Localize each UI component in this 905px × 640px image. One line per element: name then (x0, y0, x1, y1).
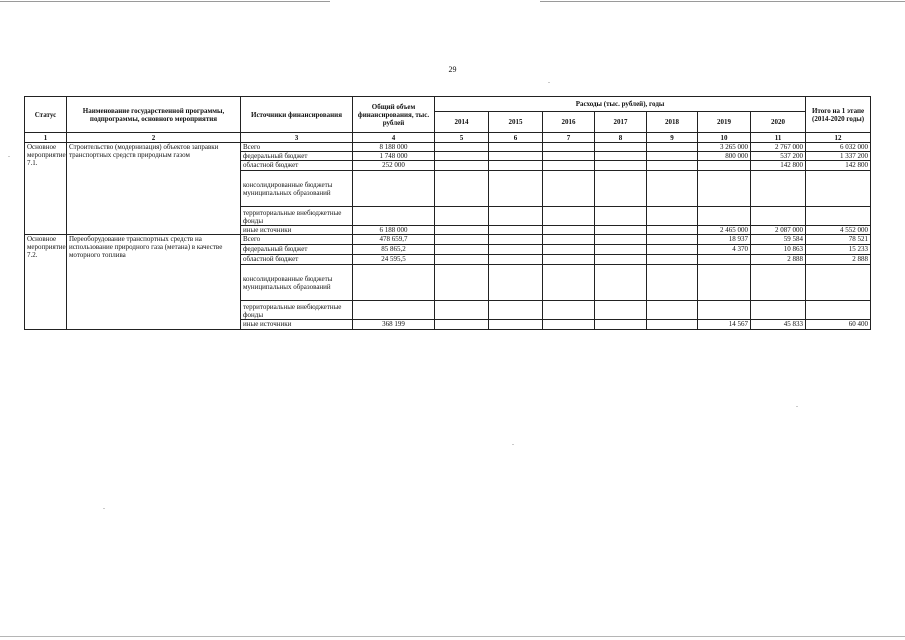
header-year: 2014 (435, 112, 489, 133)
year-cell (647, 245, 698, 255)
year-cell (543, 235, 595, 245)
stage-total-cell: 1 337 200 (806, 152, 871, 161)
year-cell (543, 143, 595, 152)
year-cell (595, 143, 647, 152)
stage-total-cell: 15 233 (806, 245, 871, 255)
header-row (25, 97, 871, 112)
year-cell (751, 301, 806, 320)
column-number: 3 (241, 133, 353, 143)
year-cell (595, 245, 647, 255)
year-cell (489, 161, 543, 171)
year-cell: 18 937 (698, 235, 751, 245)
year-cell: 142 800 (751, 161, 806, 171)
stage-total-cell: 4 552 000 (806, 226, 871, 235)
year-cell (543, 255, 595, 265)
column-number: 1 (25, 133, 67, 143)
year-cell (435, 235, 489, 245)
year-cell (698, 171, 751, 207)
year-cell (489, 245, 543, 255)
total-cell (353, 301, 435, 320)
scan-edge-top-right (540, 1, 905, 2)
scan-speck: . (8, 150, 10, 159)
year-cell (489, 207, 543, 226)
source-cell: территориальные внебюджетные фонды (241, 301, 353, 320)
scan-speck: . (548, 76, 550, 85)
table-row (25, 235, 871, 245)
column-numbers-row (25, 133, 871, 143)
total-cell: 1 748 000 (353, 152, 435, 161)
year-cell (489, 235, 543, 245)
column-number: 9 (647, 133, 698, 143)
year-cell (543, 320, 595, 330)
year-cell (435, 207, 489, 226)
column-number: 4 (353, 133, 435, 143)
header-name: Наименование государственной программы, подпрограммы, основного мероприятия (67, 97, 241, 133)
header-sources: Источники финансирования (241, 97, 353, 133)
header-expenses-group: Расходы (тыс. рублей), годы (435, 97, 806, 112)
scan-speck: . (512, 438, 514, 447)
stage-total-cell (806, 301, 871, 320)
page-number: 29 (448, 65, 457, 74)
source-cell: областной бюджет (241, 255, 353, 265)
year-cell (647, 171, 698, 207)
year-cell (435, 143, 489, 152)
year-cell (435, 226, 489, 235)
group-status: Основное мероприятие 7.2. (25, 235, 67, 330)
group-name: Переоборудование транспортных средств на использование природного газа (метана) в качестве моторного топлива (67, 235, 241, 330)
year-cell (698, 207, 751, 226)
year-cell: 14 567 (698, 320, 751, 330)
year-cell (543, 301, 595, 320)
year-cell (489, 171, 543, 207)
total-cell: 478 659,7 (353, 235, 435, 245)
year-cell (595, 152, 647, 161)
year-cell (543, 171, 595, 207)
year-cell (489, 226, 543, 235)
column-number: 6 (489, 133, 543, 143)
header-total-volume: Общий объем финансирования, тыс. рублей (353, 97, 435, 133)
header-stage-total: Итого на 1 этапе (2014-2020 годы) (806, 97, 871, 133)
source-cell: федеральный бюджет (241, 152, 353, 161)
year-cell (543, 207, 595, 226)
header-status: Статус (25, 97, 67, 133)
header-year: 2018 (647, 112, 698, 133)
column-number: 10 (698, 133, 751, 143)
stage-total-cell (806, 171, 871, 207)
year-cell: 10 863 (751, 245, 806, 255)
year-cell: 800 000 (698, 152, 751, 161)
year-cell (489, 152, 543, 161)
year-cell (543, 245, 595, 255)
financing-table (24, 96, 871, 330)
year-cell (595, 320, 647, 330)
year-cell: 4 370 (698, 245, 751, 255)
year-cell (647, 235, 698, 245)
year-cell (595, 171, 647, 207)
scan-speck: . (103, 502, 105, 511)
year-cell: 2 465 000 (698, 226, 751, 235)
header-year: 2020 (751, 112, 806, 133)
total-cell (353, 171, 435, 207)
year-cell (435, 161, 489, 171)
source-cell: территориальные внебюджетные фонды (241, 207, 353, 226)
column-number: 7 (543, 133, 595, 143)
year-cell (595, 265, 647, 301)
year-cell (595, 226, 647, 235)
year-cell (751, 207, 806, 226)
total-cell: 368 199 (353, 320, 435, 330)
year-cell (435, 152, 489, 161)
year-cell (543, 265, 595, 301)
year-cell (698, 161, 751, 171)
year-cell (489, 255, 543, 265)
column-number: 5 (435, 133, 489, 143)
year-cell (489, 301, 543, 320)
year-cell (543, 152, 595, 161)
year-cell: 2 888 (751, 255, 806, 265)
year-cell (698, 301, 751, 320)
source-cell: иные источники (241, 320, 353, 330)
year-cell (647, 226, 698, 235)
stage-total-cell: 78 521 (806, 235, 871, 245)
group-status: Основное мероприятие 7.1. (25, 143, 67, 235)
scan-speck: . (796, 400, 798, 409)
total-cell: 8 188 000 (353, 143, 435, 152)
total-cell (353, 207, 435, 226)
year-cell: 45 833 (751, 320, 806, 330)
stage-total-cell: 2 888 (806, 255, 871, 265)
year-cell (595, 235, 647, 245)
scan-edge-top-left (0, 1, 330, 2)
stage-total-cell (806, 265, 871, 301)
header-year: 2019 (698, 112, 751, 133)
source-cell: консолидированные бюджеты муниципальных образований (241, 265, 353, 301)
year-cell (647, 161, 698, 171)
year-cell (435, 265, 489, 301)
header-year: 2015 (489, 112, 543, 133)
year-cell: 2 087 000 (751, 226, 806, 235)
year-cell (647, 320, 698, 330)
scan-edge-bottom (0, 636, 905, 637)
total-cell: 252 000 (353, 161, 435, 171)
year-cell (647, 143, 698, 152)
year-cell: 59 584 (751, 235, 806, 245)
year-cell (435, 255, 489, 265)
column-number: 2 (67, 133, 241, 143)
source-cell: консолидированные бюджеты муниципальных образований (241, 171, 353, 207)
table-row (25, 143, 871, 152)
year-cell (489, 265, 543, 301)
year-cell (751, 265, 806, 301)
stage-total-cell: 142 800 (806, 161, 871, 171)
source-cell: областной бюджет (241, 161, 353, 171)
year-cell (647, 265, 698, 301)
source-cell: Всего (241, 235, 353, 245)
total-cell (353, 265, 435, 301)
year-cell: 537 200 (751, 152, 806, 161)
source-cell: федеральный бюджет (241, 245, 353, 255)
column-number: 12 (806, 133, 871, 143)
year-cell (435, 245, 489, 255)
year-cell: 2 767 000 (751, 143, 806, 152)
column-number: 8 (595, 133, 647, 143)
year-cell (595, 207, 647, 226)
year-cell (647, 301, 698, 320)
year-cell (595, 161, 647, 171)
total-cell: 85 865,2 (353, 245, 435, 255)
year-cell (751, 171, 806, 207)
year-cell: 3 265 000 (698, 143, 751, 152)
year-cell (543, 161, 595, 171)
year-cell (698, 265, 751, 301)
stage-total-cell: 6 032 000 (806, 143, 871, 152)
header-year: 2017 (595, 112, 647, 133)
year-cell (435, 301, 489, 320)
group-name: Строительство (модернизация) объектов заправки транспортных средств природным газом (67, 143, 241, 235)
year-cell (543, 226, 595, 235)
header-year: 2016 (543, 112, 595, 133)
source-cell: иные источники (241, 226, 353, 235)
stage-total-cell: 60 400 (806, 320, 871, 330)
stage-total-cell (806, 207, 871, 226)
column-number: 11 (751, 133, 806, 143)
year-cell (435, 171, 489, 207)
year-cell (489, 143, 543, 152)
total-cell: 6 188 000 (353, 226, 435, 235)
total-cell: 24 595,5 (353, 255, 435, 265)
year-cell (698, 255, 751, 265)
year-cell (435, 320, 489, 330)
year-cell (595, 301, 647, 320)
year-cell (647, 207, 698, 226)
source-cell: Всего (241, 143, 353, 152)
year-cell (595, 255, 647, 265)
year-cell (647, 152, 698, 161)
year-cell (647, 255, 698, 265)
year-cell (489, 320, 543, 330)
